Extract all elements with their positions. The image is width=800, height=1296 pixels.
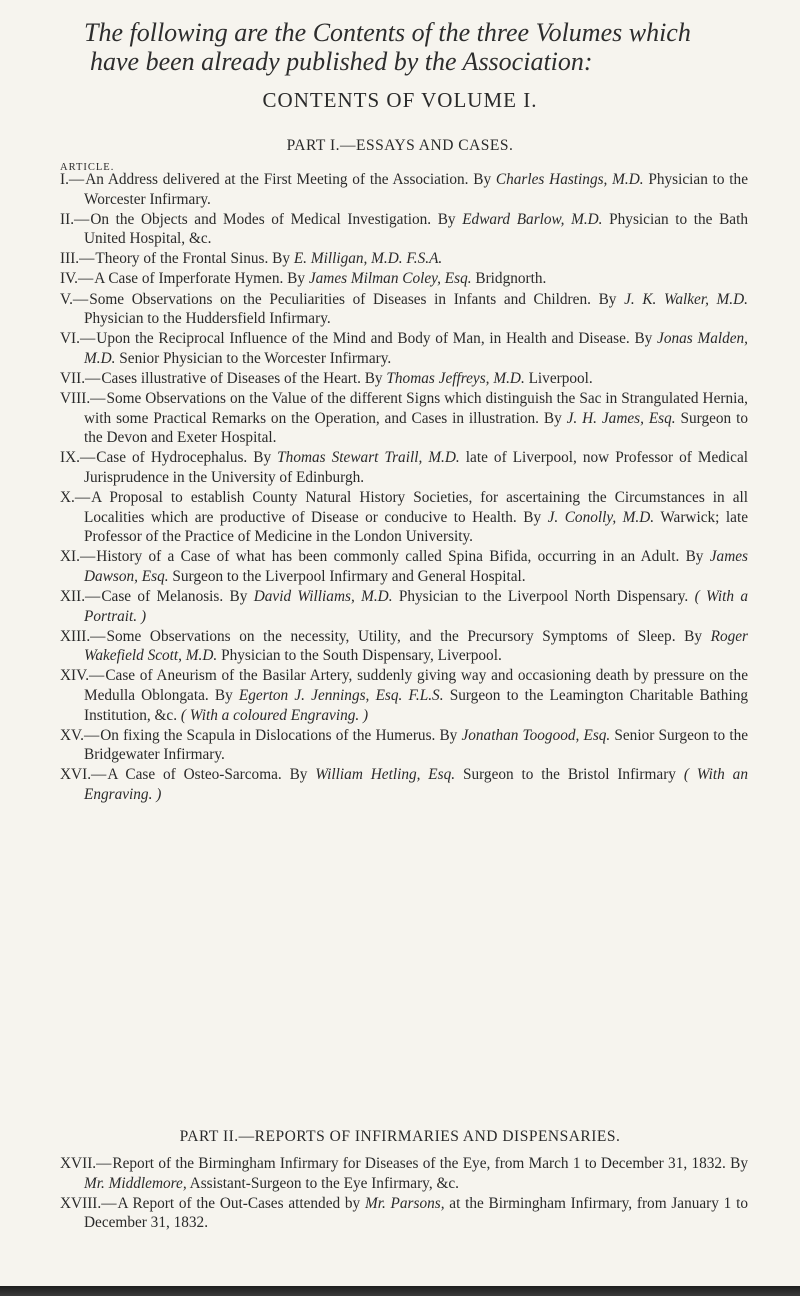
entry-text: Surgeon to the Bristol Infirmary [455, 766, 684, 784]
entry-author: David Williams, M.D. [253, 587, 393, 605]
entry-text: An Address delivered at the First Meeting of the Association. By [85, 171, 496, 188]
entry-text: Case of Aneurism of the Basilar Artery, suddenly giving way and occasioning death by pressure on the Medulla Oblongata. By [84, 667, 748, 704]
contents-entry [60, 1154, 748, 1193]
contents-entry [60, 389, 748, 448]
intro-heading [84, 18, 764, 76]
part-1-contents-list [60, 170, 748, 805]
part-2-heading: PART II.—REPORTS OF INFIRMARIES AND DISPENSARIES. [179, 1128, 621, 1145]
entry-number: XV.— [60, 726, 100, 744]
entry-author: Mr. Middlemore, [84, 1174, 187, 1192]
entry-author: Edward Barlow, M.D. [462, 210, 603, 228]
entry-text: Senior Physician to the Worcester Infirmary. [115, 349, 392, 367]
entry-text: A Case of Osteo-Sarcoma. By [107, 766, 316, 784]
page-edge-rule [0, 1286, 800, 1296]
contents-entry [60, 369, 748, 389]
entry-text: Some Observations on the Peculiarities of Diseases in Infants and Children. By [89, 290, 625, 308]
part-2-contents-list [60, 1154, 748, 1233]
entry-number: XVIII.— [60, 1194, 117, 1212]
entry-text: Liverpool. [524, 369, 593, 387]
entry-text: Some Observations on the Value of the different Signs which distinguish the Sac in Strangulated Hernia, with some Practical Remarks on the Operation, and Cases in illustration. By [84, 390, 748, 427]
entry-text: Physician to the Worcester Infirmary. [84, 171, 748, 208]
contents-entry [60, 726, 748, 765]
intro-line-1: The following are the Contents of the three Volumes which [84, 18, 691, 47]
entry-author: William Hetling, Esq. [315, 766, 456, 784]
contents-entry [60, 1194, 748, 1233]
entry-text: Case of Melanosis. By [101, 587, 254, 605]
entry-text: On the Objects and Modes of Medical Investigation. By [90, 210, 463, 228]
entry-text: Warwick; late Professor of the Practice of Medicine in the London University. [84, 508, 748, 546]
entry-number: II.— [60, 210, 90, 228]
intro-line-2: have been already published by the Association: [90, 47, 593, 76]
entry-number: XI.— [60, 548, 96, 566]
entry-text: Cases illustrative of Diseases of the Heart. By [101, 369, 387, 387]
entry-text: Physician to the Liverpool North Dispensary. [392, 587, 695, 605]
volume-title: CONTENTS OF VOLUME I. [262, 88, 538, 112]
entry-text: Case of Hydrocephalus. By [96, 449, 278, 467]
contents-entry [60, 249, 748, 269]
entry-author: Charles Hastings, M.D. [495, 171, 644, 188]
contents-entry [60, 210, 748, 249]
contents-entry [60, 765, 748, 804]
entry-author: Roger Wakefield Scott, M.D. [84, 627, 748, 665]
entry-author: ( With an Engraving. ) [84, 766, 748, 803]
entry-text: Physician to the Bath United Hospital, &c. [84, 210, 748, 248]
contents-entry [60, 488, 748, 547]
entry-text: Report of the Birmingham Infirmary for Diseases of the Eye, from March 1 to December 31, 1832. By [112, 1155, 748, 1172]
entry-text: Assistant-Surgeon to the Eye Infirmary, &c. [186, 1174, 459, 1192]
entry-text: Some Observations on the necessity, Utility, and the Precursory Symptoms of Sleep. By [106, 627, 711, 645]
entry-number: XIII.— [60, 627, 106, 645]
contents-entry [60, 170, 748, 209]
entry-text: History of a Case of what has been commonly called Spina Bifida, occurring in an Adult. By [96, 548, 710, 566]
entry-text: Surgeon to the Liverpool Infirmary and General Hospital. [168, 567, 526, 585]
entry-author: Jonathan Toogood, Esq. [461, 726, 611, 744]
entry-author: Thomas Jeffreys, M.D. [386, 369, 525, 387]
entry-text: On fixing the Scapula in Dislocations of the Humerus. By [100, 726, 462, 744]
entry-text: A Report of the Out-Cases attended by [117, 1194, 365, 1212]
entry-number: XVI.— [60, 766, 107, 784]
entry-text: at the Birmingham Infirmary, from January 1 to December 31, 1832. [84, 1194, 748, 1232]
entry-author: ( With a coloured Engraving. ) [180, 706, 369, 724]
entry-number: VIII.— [60, 390, 106, 408]
entry-number: XIV.— [60, 667, 105, 685]
entry-author: Mr. Parsons, [364, 1194, 445, 1212]
entry-author: J. Conolly, M.D. [547, 508, 655, 526]
contents-entry [60, 666, 748, 725]
part-1-heading: PART I.—ESSAYS AND CASES. [286, 137, 514, 154]
entry-text: Physician to the South Dispensary, Liverpool. [217, 647, 502, 665]
entry-author: Jonas Malden, M.D. [84, 330, 748, 367]
entry-number: XVII.— [60, 1155, 112, 1172]
contents-entry [60, 587, 748, 626]
contents-entry [60, 547, 748, 586]
entry-author: Thomas Stewart Traill, M.D. [277, 449, 460, 467]
entry-author: ( With a Portrait. ) [84, 587, 748, 625]
contents-entry [60, 627, 748, 666]
entry-text: Physician to the Huddersfield Infirmary. [84, 310, 331, 328]
entry-text: late of Liverpool, now Professor of Medical Jurisprudence in the University of Edinburgh. [84, 449, 748, 486]
entry-text: Senior Surgeon to the Bridgewater Infirmary. [84, 726, 749, 764]
entry-number: XII.— [60, 587, 101, 605]
entry-author: J. K. Walker, M.D. [624, 290, 748, 308]
entry-number: X.— [60, 489, 91, 506]
contents-entry [60, 269, 748, 289]
entry-number: VI.— [60, 330, 96, 348]
contents-entry [60, 329, 748, 368]
entry-number: III.— [60, 250, 95, 268]
entry-text: Surgeon to the Leamington Charitable Bathing Institution, &c. [84, 686, 748, 724]
entry-text: Bridgnorth. [471, 270, 547, 288]
entry-author: Egerton J. Jennings, Esq. F.L.S. [238, 686, 444, 704]
entry-number: IV.— [60, 270, 94, 288]
entry-number: VII.— [60, 369, 101, 387]
contents-entry [60, 290, 748, 329]
entry-text: Theory of the Frontal Sinus. By [95, 250, 294, 268]
entry-text: A Proposal to establish County Natural History Societies, for ascertaining the Circumstances in all Localities which are productive of Disease or conducive to Health. By [84, 489, 748, 526]
entry-text: Upon the Reciprocal Influence of the Mind and Body of Man, in Health and Disease. By [96, 330, 658, 348]
entry-number: I.— [60, 171, 85, 188]
article-label: ARTICLE. [60, 162, 115, 173]
entry-text: A Case of Imperforate Hymen. By [94, 270, 309, 288]
entry-author: James Milman Coley, Esq. [308, 270, 472, 288]
contents-entry [60, 448, 748, 487]
entry-author: James Dawson, Esq. [84, 548, 748, 585]
entry-author: J. H. James, Esq. [566, 409, 676, 427]
entry-number: V.— [60, 290, 89, 308]
entry-text: Surgeon to the Devon and Exeter Hospital. [84, 409, 748, 447]
entry-number: IX.— [60, 449, 96, 467]
entry-author: E. Milligan, M.D. F.S.A. [293, 250, 443, 268]
